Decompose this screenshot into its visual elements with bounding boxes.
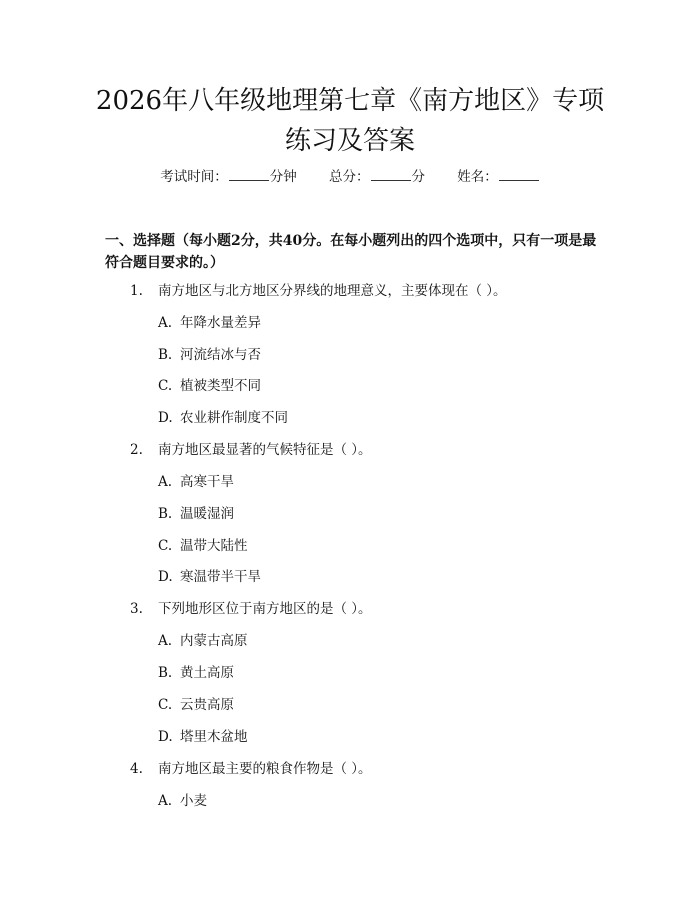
option-text: 农业耕作制度不同	[180, 410, 288, 426]
question-4	[130, 759, 600, 779]
question-2-option-c	[158, 536, 598, 556]
question-2	[130, 440, 600, 460]
question-3-option-b	[158, 663, 598, 683]
option-text: 小麦	[180, 793, 207, 809]
question-2-option-b	[158, 504, 598, 524]
option-letter: A.	[158, 793, 173, 809]
question-1-option-b	[158, 345, 598, 365]
option-letter: A.	[158, 633, 173, 649]
option-text: 云贵高原	[180, 697, 234, 713]
option-letter: D.	[158, 410, 173, 426]
question-1	[130, 281, 600, 301]
option-text: 塔里木盆地	[180, 729, 248, 745]
option-text: 内蒙古高原	[180, 633, 248, 649]
question-text: 南方地区最主要的粮食作物是（ ）。	[158, 761, 372, 777]
total-score-label: 总分：	[329, 169, 370, 185]
option-letter: A.	[158, 474, 173, 490]
question-text: 下列地形区位于南方地区的是（ ）。	[158, 601, 372, 617]
option-text: 黄土高原	[180, 665, 234, 681]
option-letter: A.	[158, 315, 173, 331]
option-letter: C.	[158, 538, 173, 554]
option-letter: C.	[158, 378, 173, 394]
option-text: 年降水量差异	[180, 315, 261, 331]
total-score-unit: 分	[411, 169, 425, 185]
question-3-option-c	[158, 695, 598, 715]
question-1-option-d	[158, 408, 598, 428]
option-text: 植被类型不同	[180, 378, 261, 394]
question-text: 南方地区最显著的气候特征是（ ）。	[158, 442, 372, 458]
option-text: 温带大陆性	[180, 538, 248, 554]
question-number: 1.	[130, 283, 143, 299]
total-score-blank	[371, 166, 411, 181]
option-letter: B.	[158, 506, 173, 522]
option-text: 寒温带半干旱	[180, 569, 261, 585]
document-title	[60, 81, 640, 161]
option-letter: C.	[158, 697, 173, 713]
exam-time	[160, 166, 297, 188]
title-line-2: 练习及答案	[284, 126, 415, 156]
question-number: 4.	[130, 761, 143, 777]
option-letter: B.	[158, 665, 173, 681]
question-text: 南方地区与北方地区分界线的地理意义，主要体现在（ ）。	[158, 283, 507, 299]
question-number: 2.	[130, 442, 143, 458]
question-1-option-c	[158, 376, 598, 396]
question-number: 3.	[130, 601, 143, 617]
question-3-option-a	[158, 631, 598, 651]
question-2-option-a	[158, 472, 598, 492]
exam-time-blank	[229, 166, 269, 181]
option-letter: B.	[158, 347, 173, 363]
option-text: 温暖湿润	[180, 506, 234, 522]
option-text: 高寒干旱	[180, 474, 234, 490]
total-score	[329, 166, 425, 188]
option-letter: D.	[158, 729, 173, 745]
student-name-blank	[499, 166, 539, 181]
title-line-1: 2026年八年级地理第七章《南方地区》专项	[95, 86, 605, 116]
student-name	[457, 166, 540, 188]
question-3-option-d	[158, 727, 598, 747]
section-heading-line-1: 一、选择题（每小题2分，共40分。在每小题列出的四个选项中，只有一项是最	[105, 233, 597, 249]
exam-info	[0, 166, 700, 188]
question-4-option-a	[158, 791, 598, 811]
option-text: 河流结冰与否	[180, 347, 261, 363]
exam-time-unit: 分钟	[269, 169, 297, 185]
section-heading-line-2: 符合题目要求的。）	[105, 255, 224, 271]
student-name-label: 姓名：	[457, 169, 498, 185]
section-heading	[105, 230, 600, 274]
option-letter: D.	[158, 569, 173, 585]
question-1-option-a	[158, 313, 598, 333]
exam-time-label: 考试时间：	[160, 169, 228, 185]
question-2-option-d	[158, 567, 598, 587]
question-3	[130, 599, 600, 619]
